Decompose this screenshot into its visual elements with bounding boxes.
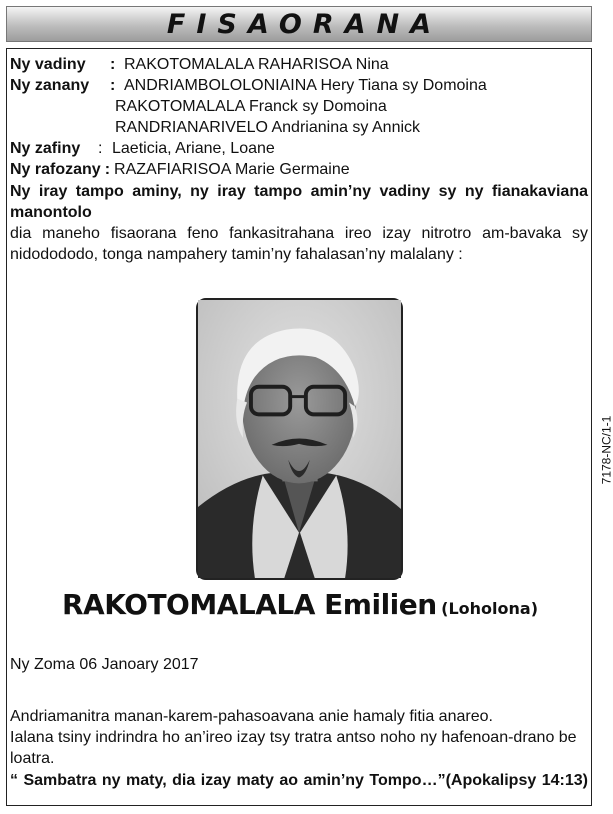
sep-zafiny: : [98,140,103,157]
bible-quote: “ Sambatra ny maty, dia izay maty ao amin’ny Tompo…”(Apokalipsy 14:13) [10,772,588,789]
name-zanany-2: RAKOTOMALALA Franck sy Domoina [115,98,387,115]
row-vadiny [10,54,588,75]
name-vadiny: RAKOTOMALALA RAHARISOA Nina [124,56,389,73]
deceased-name-line [0,588,600,621]
deceased-name: RAKOTOMALALA Emilien [61,588,437,621]
label-vadiny: Ny vadiny [10,56,86,73]
closing-line-2: Ialana tsiny indrindra ho an’ireo izay tsy tratra antso noho ny hafenoan-drano be loatra. [10,729,577,767]
row-zanany [10,75,588,96]
sep-vadiny: : [110,56,116,73]
portrait-illustration [198,300,401,578]
row-rafozany [10,159,588,180]
name-zanany-1: ANDRIAMBOLOLONIAINA Hery Tiana sy Domoina [124,77,487,94]
intro-bold: Ny iray tampo aminy, ny iray tampo amin’ny vadiny sy ny fianakaviana manontolo [10,183,588,221]
name-rafozany: RAZAFIARISOA Marie Germaine [114,161,350,178]
notice-date: Ny Zoma 06 Janoary 2017 [10,656,199,673]
name-zanany-3: RANDRIANARIVELO Andrianina sy Annick [115,119,421,136]
deceased-nickname: (Loholona) [441,599,538,618]
closing-text [10,706,588,791]
name-zafiny: Laeticia, Ariane, Loane [112,140,275,157]
closing-line-1: Andriamanitra manan-karem-pahasoavana anie hamaly fitia anareo. [10,708,493,725]
header-title: FISAORANA [166,9,443,40]
ad-reference-code: 7178-NC/1-1 [599,415,613,485]
row-zafiny [10,138,588,159]
intro-text: dia maneho fisaorana feno fankasitrahana ireo izay nitrotro am-bavaka sy nidododod​o, tonga nampahery tamin’ny fahalasan’ny malalany : [10,225,588,263]
sep-zanany: : [110,77,116,94]
header-banner [6,6,592,42]
sep-rafozany: : [104,161,111,178]
label-zafiny: Ny zafiny [10,140,81,157]
row-zanany-3 [10,117,588,138]
family-list [10,54,588,265]
row-zanany-2 [10,96,588,117]
label-zanany: Ny zanany [10,77,90,94]
label-rafozany: Ny rafozany [10,161,101,178]
portrait-photo [196,298,403,580]
